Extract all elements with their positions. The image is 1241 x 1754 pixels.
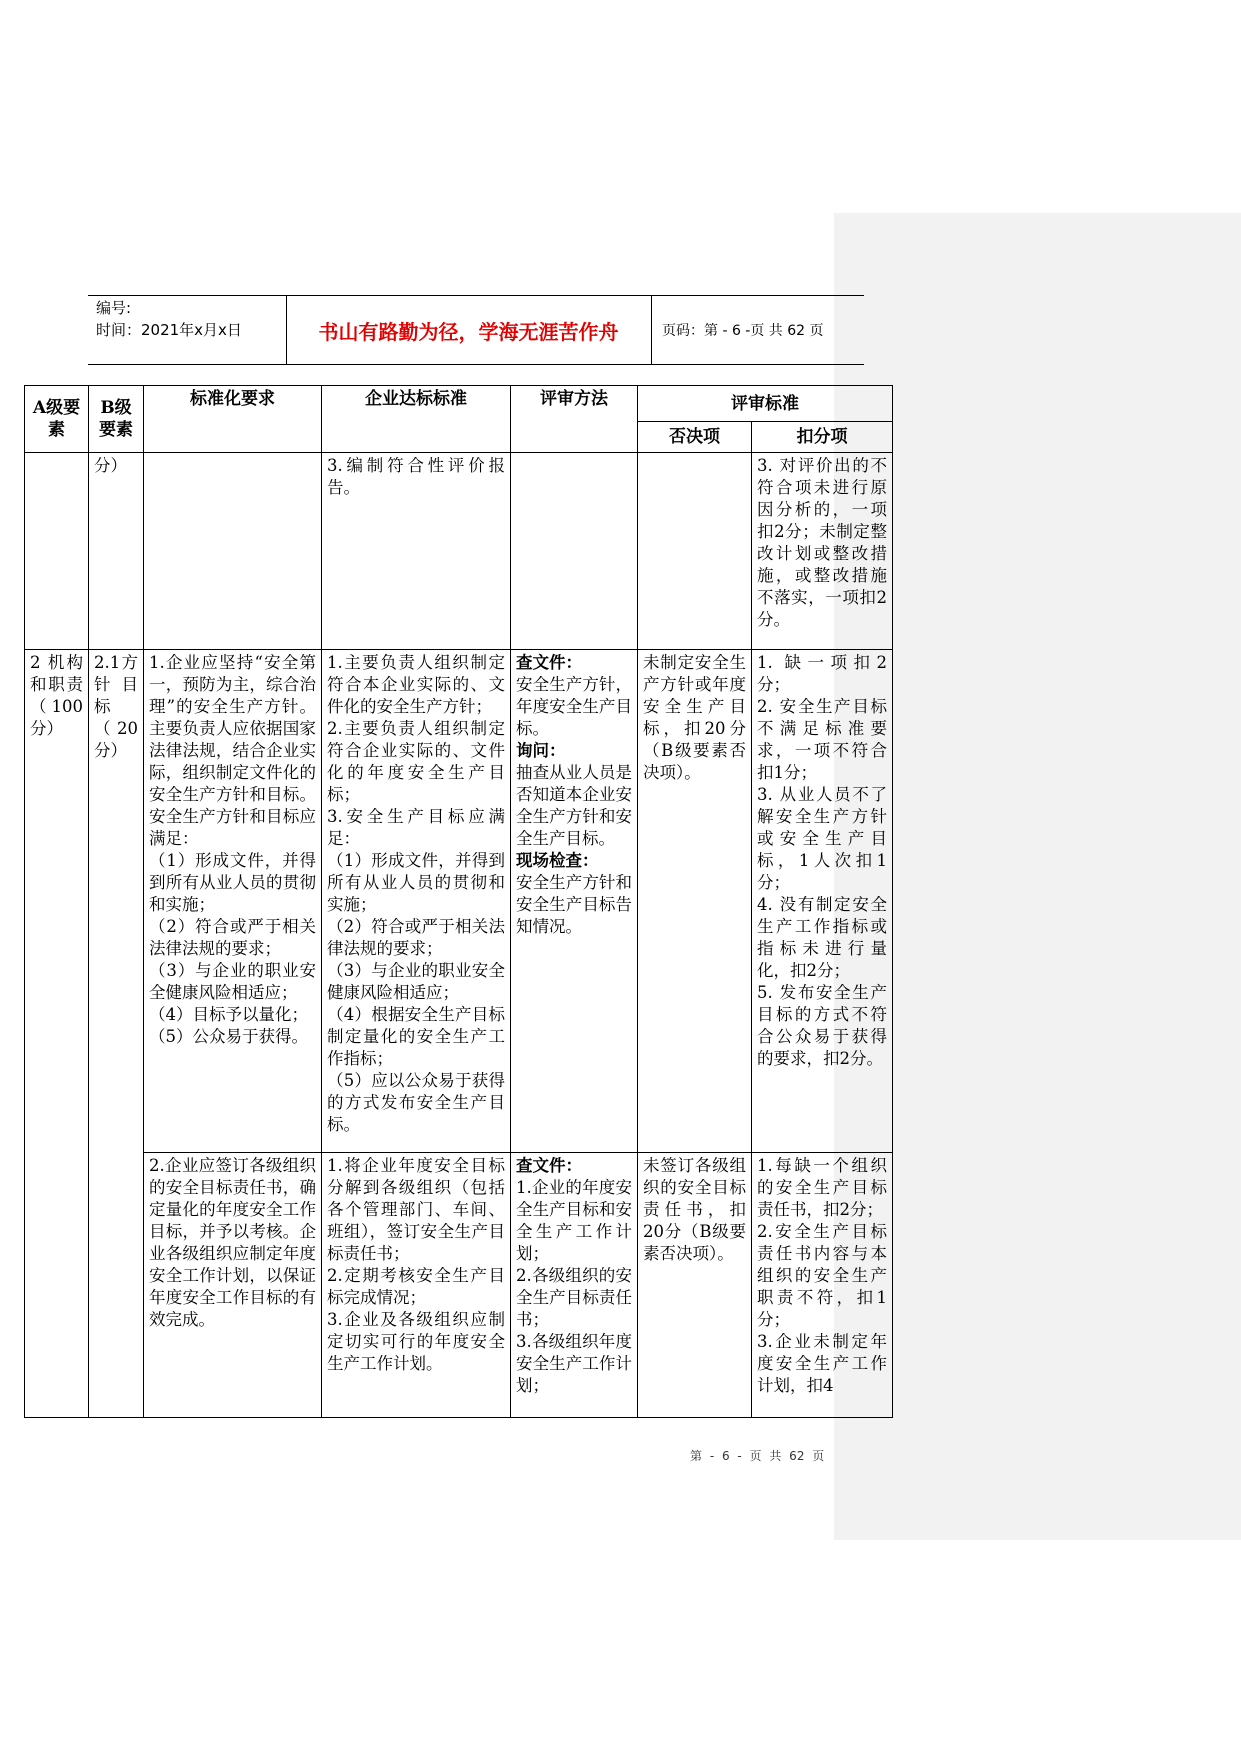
- table-row: [25, 1153, 893, 1418]
- row3-std: 2.企业应签订各级组织的安全目标责任书，确定量化的年度安全工作目标，并予以考核。企业各级组织应制定年度安全工作计划，以保证年度安全工作目标的有效完成。: [144, 1153, 322, 1418]
- col-header-criteria: 评审标准: [638, 386, 893, 422]
- row1-b: 分）: [89, 453, 144, 650]
- col-header-method: 评审方法: [511, 386, 638, 453]
- evaluation-table: [24, 385, 893, 1418]
- col-header-deduct: 扣分项: [752, 422, 893, 453]
- header-motto: 书山有路勤为径，学海无涯苦作舟: [286, 296, 652, 364]
- col-header-b: B级要素: [89, 386, 144, 453]
- method-text: 1.企业的年度安全生产目标和安全生产工作计划； 2.各级组织的安全生产目标责任书； 3.各级组织年度安全生产工作计划；: [516, 1178, 632, 1395]
- document-header: [88, 295, 864, 365]
- table-row: [25, 453, 893, 650]
- row3-deduct: 1.每缺一个组织的安全生产目标责任书，扣2分； 2.安全生产目标责任书内容与本组织的安全生产职责不符，扣1分； 3.企业未制定年度安全生产工作计划，扣4: [752, 1153, 893, 1418]
- number-label: 编号:: [96, 299, 132, 317]
- col-header-a: A级要素: [25, 386, 89, 453]
- row1-deduct: 3. 对评价出的不符合项未进行原因分析的，一项扣2分；未制定整改计划或整改措施，或整改措施不落实，一项扣2分。: [752, 453, 893, 650]
- row2-veto: 未制定安全生产方针或年度安全生产目标，扣20分（B级要素否决项）。: [638, 650, 752, 1153]
- page-footer: 第 - 6 - 页 共 62 页: [690, 1449, 825, 1463]
- row2-b: 2.1方针目标（20分）: [89, 650, 144, 1418]
- col-header-veto: 否决项: [638, 422, 752, 453]
- row2-method: [511, 650, 638, 1153]
- header-meta: [88, 296, 287, 364]
- table-row: [25, 650, 893, 1153]
- method-text: 安全生产方针和安全生产目标告知情况。: [516, 873, 632, 936]
- row3-method: [511, 1153, 638, 1418]
- method-heading: 查文件：: [516, 1156, 582, 1175]
- row2-deduct: 1. 缺一项扣2分； 2. 安全生产目标不满足标准要求，一项不符合扣1分； 3. 从业人员不了解安全生产方针或安全生产目标，1人次扣1分； 4. 没有制定安全生产工作指标或指标未进行量化，扣2分； 5. 发布安全生产目标的方式不符合公众易于获得的要求，扣2分。: [752, 650, 893, 1153]
- row2-a: 2 机构和职责（100分）: [25, 650, 89, 1418]
- row2-corp: 1.主要负责人组织制定符合本企业实际的、文件化的安全生产方针； 2.主要负责人组织制定符合企业实际的、文件化的年度安全生产目标； 3.安全生产目标应满足： （1）形成文件，并得到所有从业人员的贯彻和实施； （2）符合或严于相关法律法规的要求； （3）与企业的职业安全健康风险相适应； （4）根据安全生产目标制定量化的安全生产工作指标； （5）应以公众易于获得的方式发布安全生产目标。: [322, 650, 511, 1153]
- method-heading: 询问：: [516, 741, 566, 760]
- col-header-std: 标准化要求: [144, 386, 322, 453]
- row3-veto: 未签订各级组织的安全目标责任书，扣20分（B级要素否决项）。: [638, 1153, 752, 1418]
- row2-std: 1.企业应坚持“安全第一，预防为主，综合治理”的安全生产方针。主要负责人应依据国家法律法规，结合企业实际，组织制定文件化的安全生产方针和目标。安全生产方针和目标应满足： （1）形成文件，并得到所有从业人员的贯彻和实施； （2）符合或严于相关法律法规的要求； （3）与企业的职业安全健康风险相适应； （4）目标予以量化； （5）公众易于获得。: [144, 650, 322, 1153]
- method-text: 安全生产方针，年度安全生产目标。: [516, 675, 632, 738]
- header-page-label: 页码：第 - 6 -页 共 62 页: [662, 323, 824, 339]
- col-header-corp: 企业达标标准: [322, 386, 511, 453]
- method-heading: 查文件：: [516, 653, 582, 672]
- row3-corp: 1.将企业年度安全目标分解到各级组织（包括各个管理部门、车间、班组），签订安全生产目标责任书； 2.定期考核安全生产目标完成情况； 3.企业及各级组织应制定切实可行的年度安全生产工作计划。: [322, 1153, 511, 1418]
- row1-corp: 3.编制符合性评价报告。: [322, 453, 511, 650]
- time-label: 时间：2021年x月x日: [96, 321, 242, 339]
- method-text: 抽查从业人员是否知道本企业安全生产方针和安全生产目标。: [516, 763, 632, 848]
- method-heading: 现场检查：: [516, 851, 599, 870]
- comment-margin-panel: [834, 213, 1241, 1540]
